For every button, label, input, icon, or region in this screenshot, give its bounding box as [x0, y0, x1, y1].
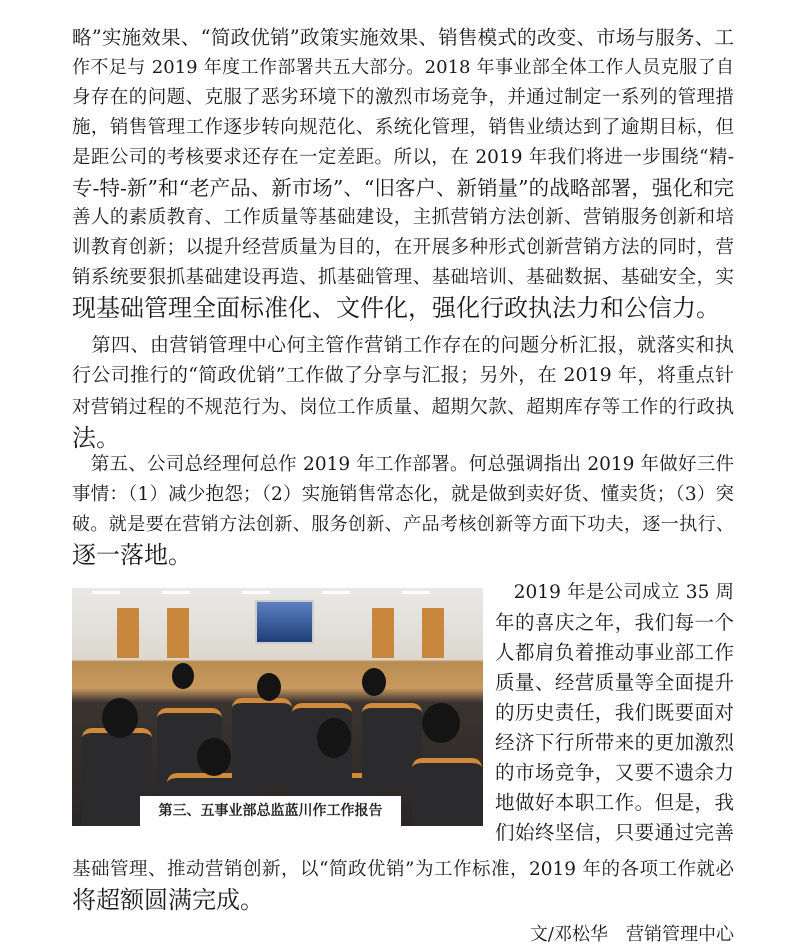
text-line: 们始终坚信，只要通过完善 [495, 821, 734, 844]
text-line: 基础管理、推动营销创新，以“简政优销”为工作标准，2019 年的各项工作就必 [72, 859, 734, 880]
text-line: 地做好本职工作。但是，我 [495, 791, 734, 814]
text-line: 对营销过程的不规范行为、岗位工作质量、超期欠款、超期库存等工作的行政执 [72, 397, 734, 418]
text-line: 法。 [72, 424, 120, 452]
text-line: 破。就是要在营销方法创新、服务创新、产品考核创新等方面下功夫，逐一执行、 [72, 514, 734, 535]
text-line: 质量、经营质量等全面提升 [495, 671, 734, 694]
text-line: 事情：（1）减少抱怨；（2）实施销售常态化，就是做到卖好货、懂卖货；（3）突 [72, 484, 734, 505]
author-signature: 文/邓松华 营销管理中心 [529, 924, 734, 945]
text-line: 将超额圆满完成。 [72, 886, 264, 914]
text-line: 专-特-新”和“老产品、新市场”、“旧客户、新销量”的战略部署，强化和完 [72, 176, 734, 200]
text-line: 现基础管理全面标准化、文件化，强化行政执法力和公信力。 [72, 294, 720, 322]
text-line: 人都肩负着推动事业部工作 [495, 641, 734, 664]
text-line: 第四、由营销管理中心何主管作营销工作存在的问题分析汇报，就落实和执 [72, 334, 734, 356]
text-line: 的市场竞争，又要不遗余力 [495, 761, 734, 784]
text-line: 经济下行所带来的更加激烈 [495, 731, 734, 754]
text-line: 身存在的问题、克服了恶劣环境下的激烈市场竞争，并通过制定一系列的管理措 [72, 87, 734, 108]
text-line: 是距公司的考核要求还存在一定差距。所以，在 2019 年我们将进一步围绕“精- [72, 147, 734, 168]
text-line: 行公司推行的“简政优销”工作做了分享与汇报；另外，在 2019 年，将重点针 [72, 364, 734, 386]
text-line: 训教育创新；以提升经营质量为目的，在开展多种形式创新营销方法的同时，营 [72, 237, 734, 258]
text-line: 的历史责任，我们既要面对 [495, 701, 734, 724]
text-line: 逐一落地。 [72, 541, 192, 569]
projector-screen [255, 600, 314, 644]
text-line: 年的喜庆之年，我们每一个 [495, 611, 734, 634]
meeting-photo [72, 588, 483, 826]
text-line: 施，销售管理工作逐步转向规范化、系统化管理，销售业绩达到了逾期目标，但 [72, 117, 734, 138]
text-line: 第五、公司总经理何总作 2019 年工作部署。何总强调指出 2019 年做好三件 [72, 454, 734, 475]
photo-caption: 第三、五事业部总监蓝川作工作报告 [158, 803, 383, 819]
text-line: 2019 年是公司成立 35 周 [495, 582, 734, 603]
text-line: 作不足与 2019 年度工作部署共五大部分。2018 年事业部全体工作人员克服了自 [72, 57, 734, 78]
text-line: 销系统要狠抓基础建设再造、抓基础管理、基础培训、基础数据、基础安全，实 [72, 267, 734, 288]
text-line: 略”实施效果、“简政优销”政策实施效果、销售模式的改变、市场与服务、工 [72, 26, 734, 49]
text-line: 善人的素质教育、工作质量等基础建设，主抓营销方法创新、营销服务创新和培 [72, 207, 734, 228]
